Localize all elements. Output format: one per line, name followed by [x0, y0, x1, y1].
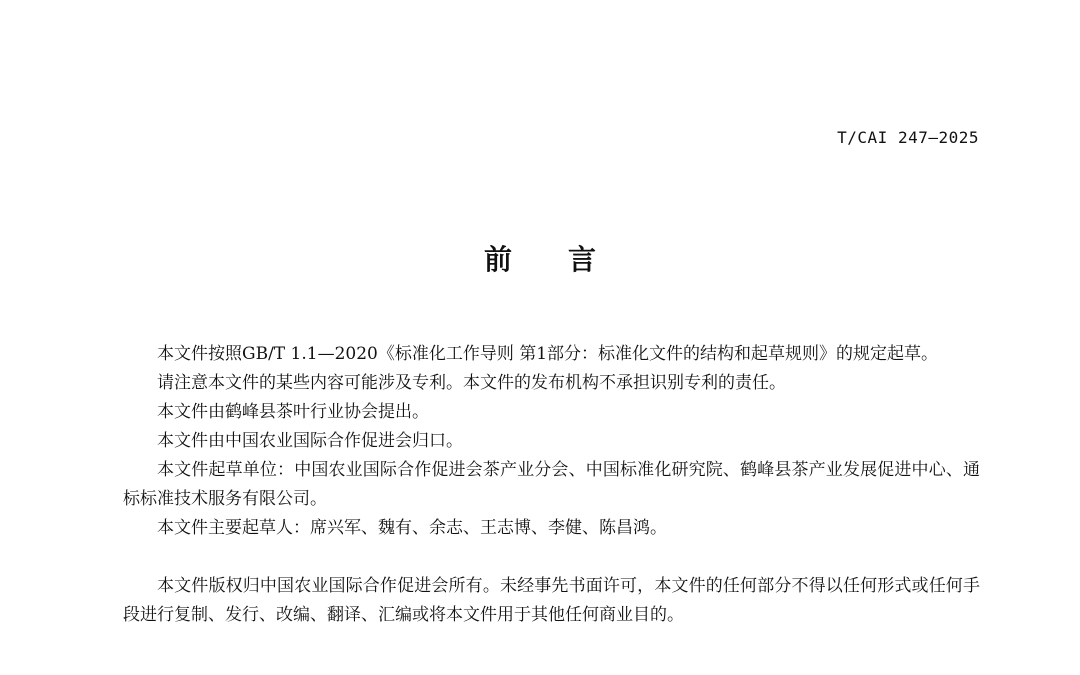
- paragraph-spacer: [123, 543, 980, 572]
- paragraph-patent-notice: 请注意本文件的某些内容可能涉及专利。本文件的发布机构不承担识别专利的责任。: [157, 373, 786, 393]
- foreword-body: [123, 340, 980, 630]
- paragraph-drafting-units: 本文件起草单位：中国农业国际合作促进会茶产业分会、中国标准化研究院、鹤峰县茶产业发展促进中心、通标标准技术服务有限公司。: [123, 460, 980, 509]
- paragraph-copyright: 本文件版权归中国农业国际合作促进会所有。未经事先书面许可，本文件的任何部分不得以任何形式或任何手段进行复制、发行、改编、翻译、汇编或将本文件用于其他任何商业目的。: [123, 576, 980, 625]
- paragraph-drafting-rules: 本文件按照GB/T 1.1—2020《标准化工作导则 第1部分：标准化文件的结构和起草规则》的规定起草。: [157, 344, 939, 364]
- paragraph-administrator: 本文件由中国农业国际合作促进会归口。: [157, 431, 463, 451]
- page-title: 前言: [483, 243, 652, 276]
- paragraph-proposer: 本文件由鹤峰县茶叶行业协会提出。: [157, 402, 429, 422]
- document-code: T/CAI 247—2025: [837, 128, 979, 147]
- paragraph-drafters: 本文件主要起草人：席兴军、魏有、余志、王志博、李健、陈昌鸿。: [157, 518, 667, 538]
